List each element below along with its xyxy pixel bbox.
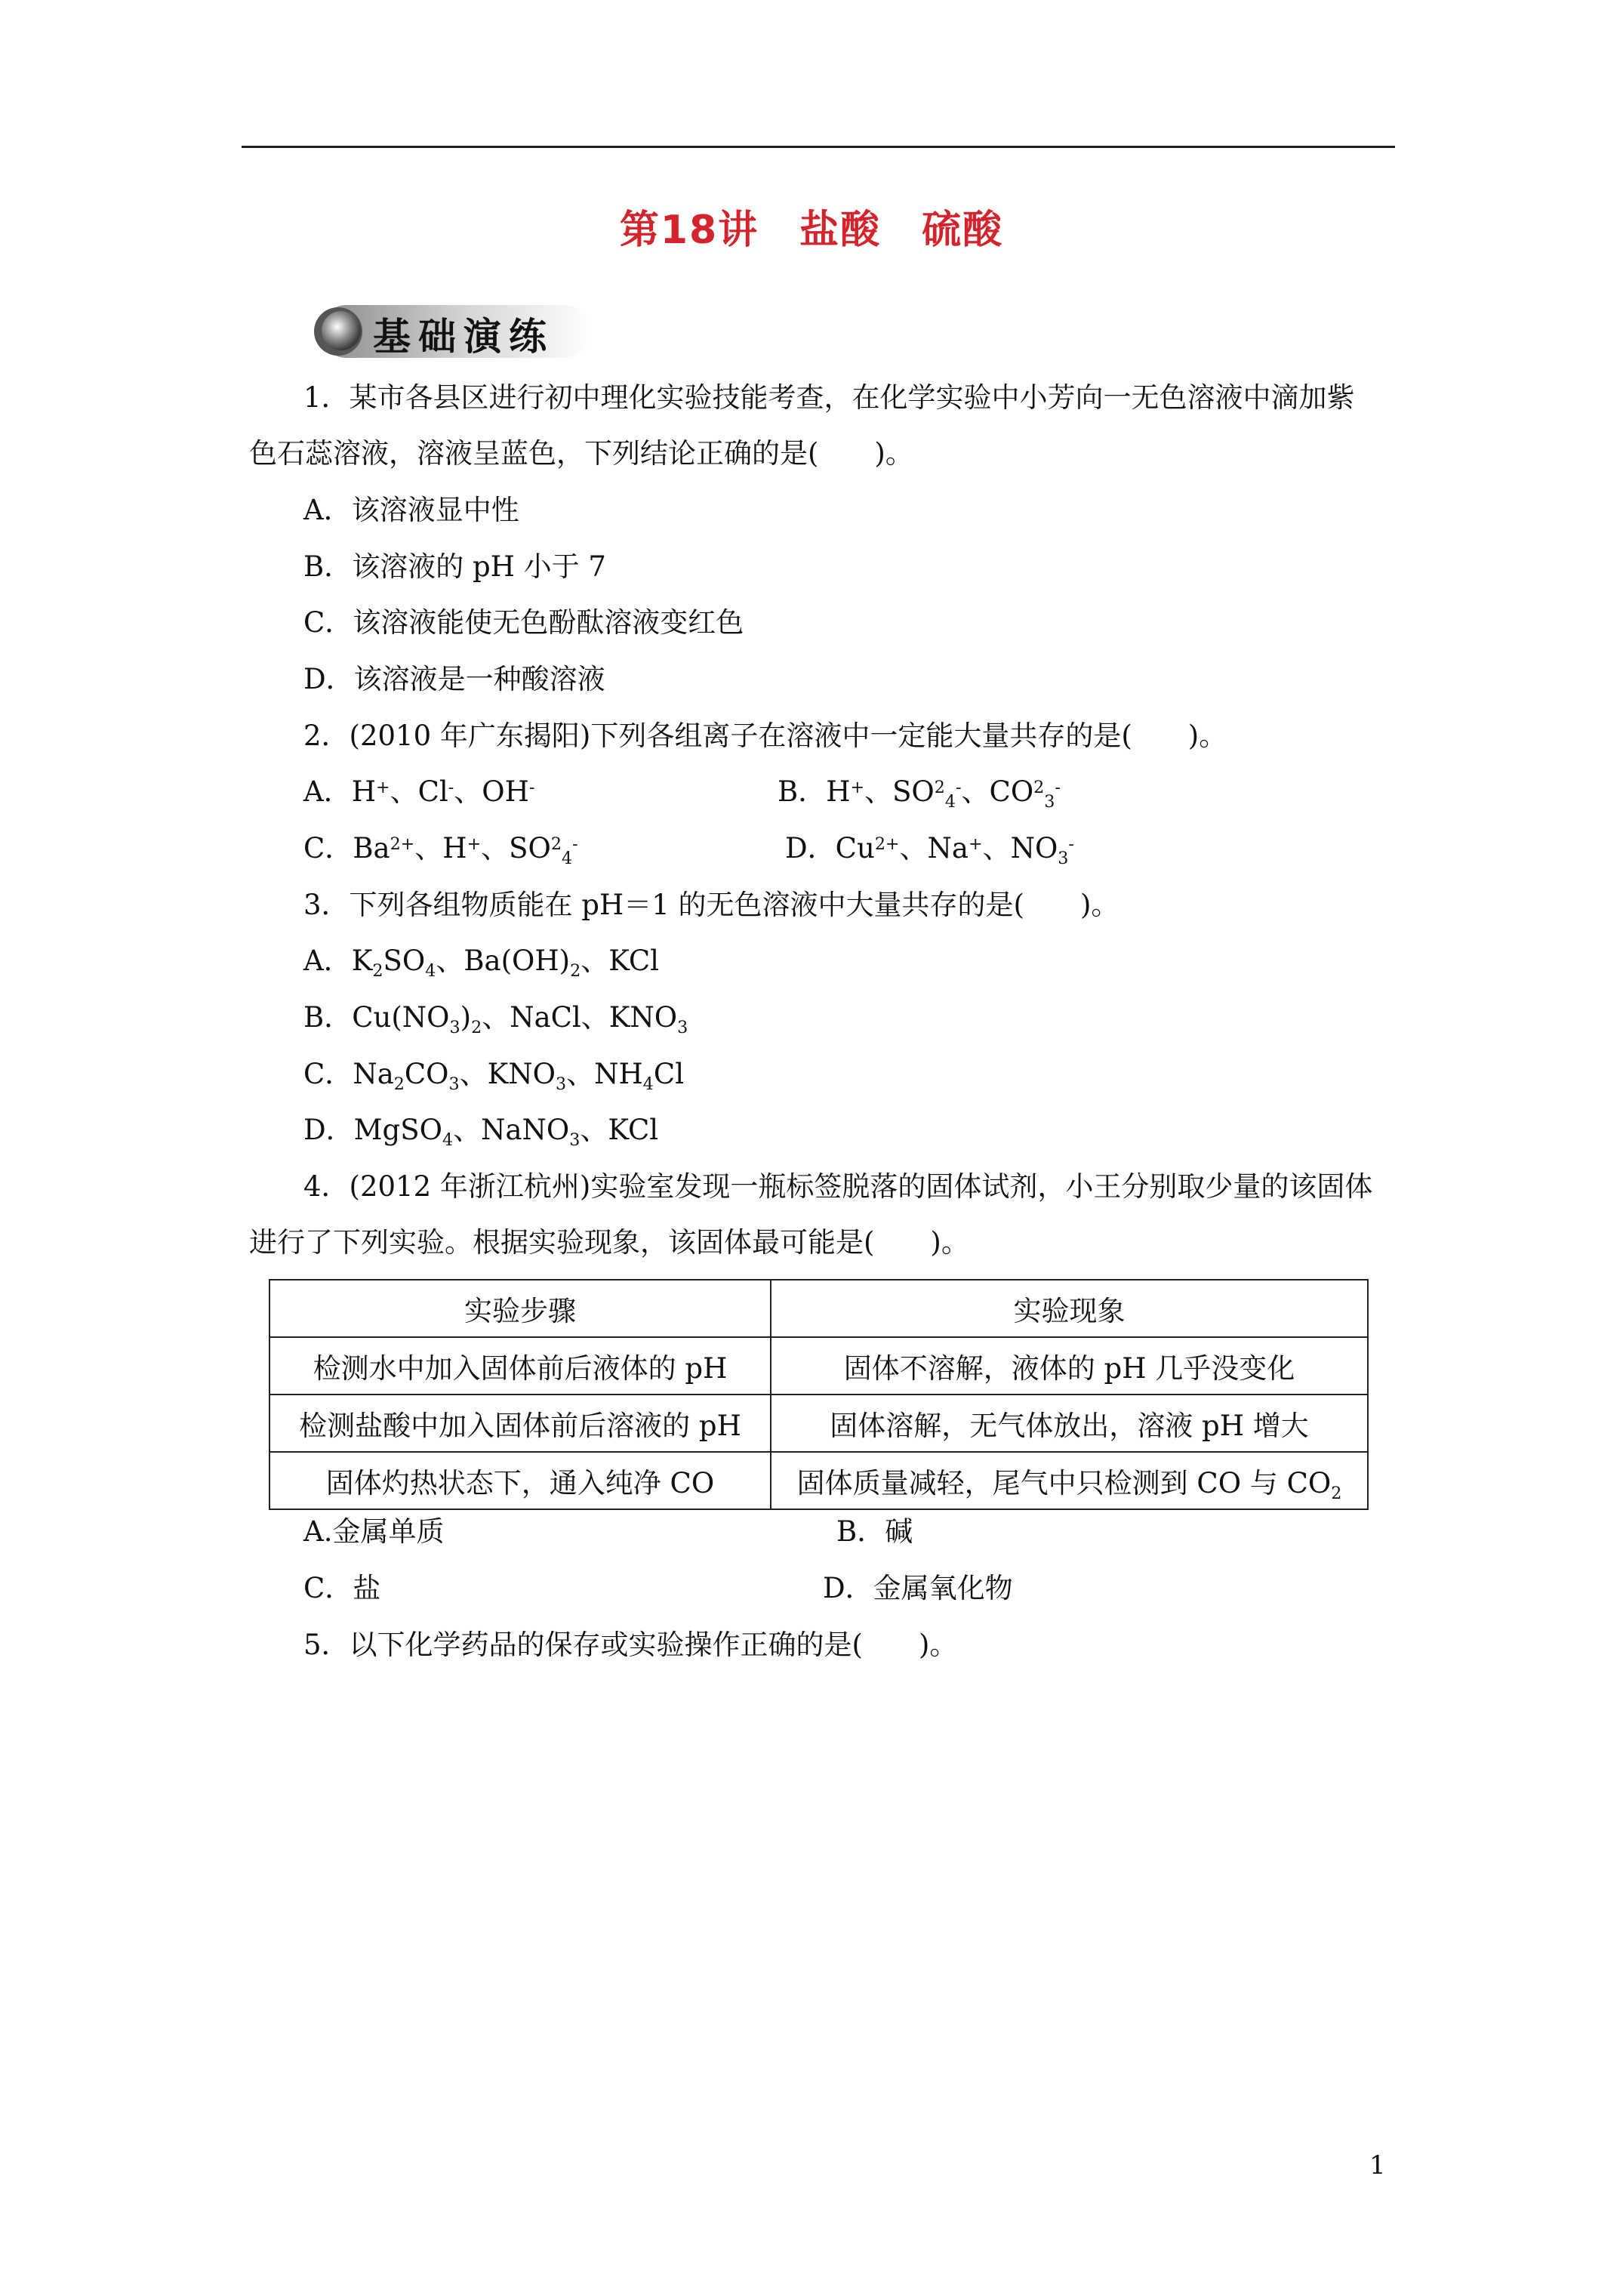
q2-option-c: C．$Ba^{2+}$、H+、$SO^2_4^-$	[303, 832, 578, 868]
page-title: 第18讲 盐酸 硫酸	[619, 208, 1004, 253]
q4-option-a: A.金属单质	[303, 1515, 445, 1548]
q1-stem-line2: 色石蕊溶液，溶液呈蓝色，下列结论正确的是( )。	[249, 437, 913, 470]
table-cell: 检测水中加入固体前后液体的 pH	[269, 1337, 771, 1395]
q2-option-a: A．H+、Cl-、OH-	[303, 775, 535, 808]
q2-stem: 2．(2010 年广东揭阳)下列各组离子在溶液中一定能大量共存的是( )。	[303, 720, 1227, 752]
q1-option-c: C．该溶液能使无色酚酞溶液变红色	[303, 606, 744, 639]
q5-stem: 5．以下化学药品的保存或实验操作正确的是( )。	[303, 1629, 958, 1661]
section-label: 基础演练	[373, 315, 554, 359]
table-cell: 检测盐酸中加入固体前后溶液的 pH	[269, 1395, 771, 1452]
section-banner	[303, 300, 590, 362]
table-header-cell: 实验现象	[771, 1280, 1368, 1337]
table-header-row	[269, 1280, 1368, 1337]
q4-option-d: D．金属氧化物	[823, 1572, 1013, 1604]
q1-option-b: B．该溶液的 pH 小于 7	[303, 550, 606, 583]
table-row	[269, 1337, 1368, 1395]
page-number: 1	[1369, 2150, 1386, 2180]
table-cell: 固体溶解，无气体放出，溶液 pH 增大	[771, 1395, 1368, 1452]
table-row	[269, 1452, 1368, 1509]
table-cell: 固体质量减轻，尾气中只检测到 CO 与 $CO_2$	[771, 1452, 1368, 1509]
q1-option-a: A．该溶液显中性	[303, 494, 519, 526]
q4-option-b: B．碱	[836, 1515, 913, 1548]
experiment-table	[269, 1279, 1369, 1510]
table-row	[269, 1395, 1368, 1452]
q3-option-b: B．$Cu(NO_3)_2$、NaCl、$KNO_3$	[303, 1001, 688, 1037]
q2-option-d: D．$Cu^{2+}$、Na+、$NO_3^-$	[785, 832, 1074, 868]
q2-option-b: B．H+、$SO^2_4^-$、$CO^2_3^-$	[778, 775, 1061, 812]
q3-option-a: A．$K_2SO_4$、$Ba(OH)_2$、KCl	[303, 945, 659, 981]
q4-option-c: C．盐	[303, 1572, 381, 1604]
table-cell: 固体灼热状态下，通入纯净 CO	[269, 1452, 771, 1509]
table-cell: 固体不溶解，液体的 pH 几乎没变化	[771, 1337, 1368, 1395]
q4-stem-line1: 4．(2012 年浙江杭州)实验室发现一瓶标签脱落的固体试剂，小王分别取少量的该固体	[303, 1170, 1373, 1203]
q3-option-c: C．$Na_2CO_3$、$KNO_3$、$NH_4Cl$	[303, 1058, 685, 1094]
q1-option-d: D．该溶液是一种酸溶液	[303, 663, 605, 695]
q3-stem: 3．下列各组物质能在 pH＝1 的无色溶液中大量共存的是( )。	[303, 889, 1119, 921]
table-header-cell: 实验步骤	[269, 1280, 771, 1337]
q3-option-d: D．MgSO$_4$、NaNO$_3$、KCl	[303, 1114, 659, 1150]
q1-stem-line1: 1．某市各县区进行初中理化实验技能考查，在化学实验中小芳向一无色溶液中滴加紫	[303, 381, 1355, 414]
q4-stem-line2: 进行了下列实验。根据实验现象，该固体最可能是( )。	[249, 1226, 969, 1259]
header-rule	[242, 146, 1395, 148]
